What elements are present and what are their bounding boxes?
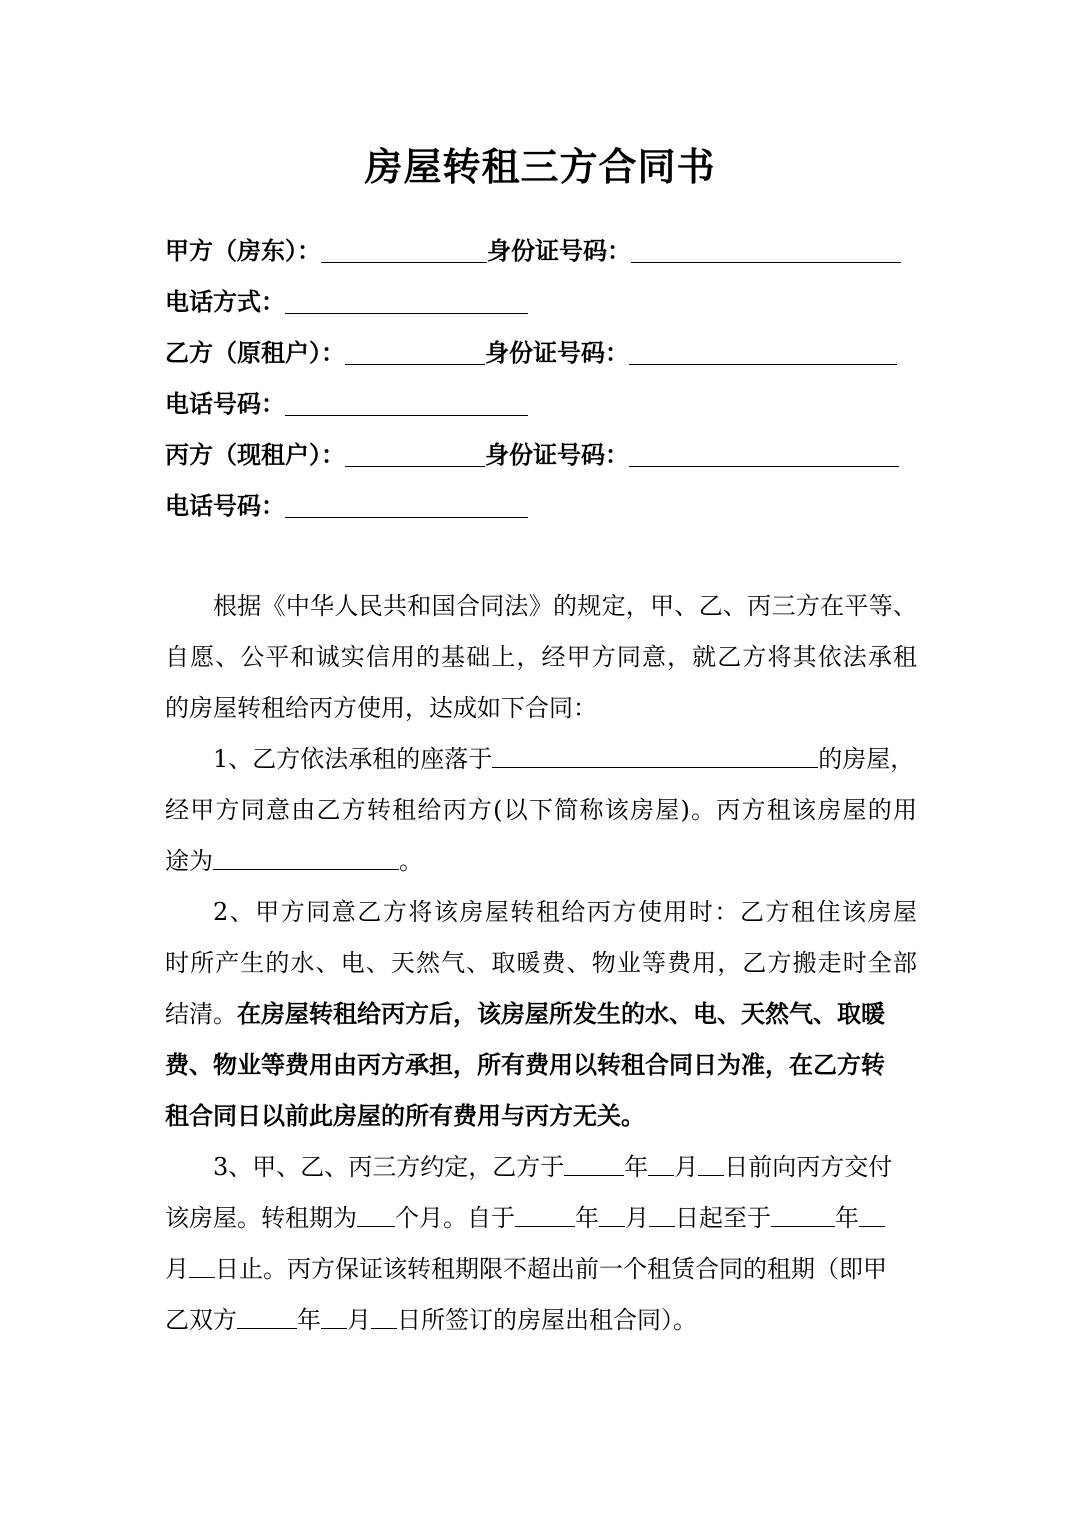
property-location-field[interactable] <box>492 741 818 768</box>
party-original-tenant-row <box>165 328 897 368</box>
original-tenant-label: 乙方（原租户）： <box>165 339 345 367</box>
clause-1-line-1 <box>165 734 917 785</box>
original-lease-year-field[interactable] <box>237 1302 297 1329</box>
party-current-tenant-row <box>165 430 899 470</box>
party-landlord-phone-row <box>165 277 528 317</box>
clause-3-text-g: 乙双方 <box>165 1306 237 1334</box>
clause-2-line-2: 时所产生的水、电、天然气、取暖费、物业等费用，乙方搬走时全部 <box>165 949 917 977</box>
original-lease-day-field[interactable] <box>371 1302 397 1329</box>
year-label: 年 <box>835 1204 859 1232</box>
clause-2-line-4: 费、物业等费用由丙方承担，所有费用以转租合同日为准，在乙方转 <box>165 1051 885 1079</box>
current-tenant-name-field[interactable] <box>345 436 485 467</box>
clause-3-text-d: 个月。自于 <box>395 1204 515 1232</box>
sublease-months-field[interactable] <box>357 1200 395 1227</box>
end-year-field[interactable] <box>771 1200 835 1227</box>
clause-1-text-d: 。 <box>399 847 423 875</box>
party-current-tenant-phone-row <box>165 481 528 521</box>
delivery-day-field[interactable] <box>698 1149 724 1176</box>
delivery-month-field[interactable] <box>648 1149 674 1176</box>
landlord-phone-label: 电话方式： <box>165 288 285 316</box>
clause-3-text-f: 日止。丙方保证该转租期限不超出前一个租赁合同的租期（即甲 <box>215 1255 887 1283</box>
document-title: 房屋转租三方合同书 <box>364 145 716 189</box>
year-label: 年 <box>624 1153 649 1181</box>
clause-3-line-1 <box>165 1142 917 1193</box>
intro-line-2: 自愿、公平和诚实信用的基础上，经甲方同意，就乙方将其依法承租 <box>165 643 917 671</box>
party-landlord-row <box>165 226 901 266</box>
year-label: 年 <box>575 1204 599 1232</box>
delivery-year-field[interactable] <box>564 1149 624 1176</box>
month-label: 月 <box>347 1306 371 1334</box>
clause-2-text-normal: 结清。 <box>165 1000 237 1028</box>
clause-2-line-3 <box>165 989 917 1040</box>
start-day-field[interactable] <box>649 1200 675 1227</box>
original-tenant-name-field[interactable] <box>345 334 485 365</box>
clause-3-text-a: 3、甲、乙、丙三方约定，乙方于 <box>213 1153 565 1181</box>
year-label: 年 <box>297 1306 321 1334</box>
original-tenant-phone-field[interactable] <box>285 385 528 416</box>
current-tenant-phone-field[interactable] <box>285 487 528 518</box>
landlord-name-field[interactable] <box>321 232 487 263</box>
current-tenant-label: 丙方（现租户）： <box>165 441 345 469</box>
clause-1-text-a: 1、乙方依法承租的座落于 <box>213 745 493 773</box>
current-tenant-id-field[interactable] <box>629 436 899 467</box>
clause-3-text-e: 日起至于 <box>675 1204 771 1232</box>
end-day-field[interactable] <box>189 1251 215 1278</box>
month-label: 月 <box>674 1153 699 1181</box>
clause-2-line-5: 租合同日以前此房屋的所有费用与丙方无关。 <box>165 1102 645 1130</box>
landlord-id-label: 身份证号码： <box>487 237 631 265</box>
landlord-label: 甲方（房东）： <box>165 237 321 265</box>
clause-3-line-2 <box>165 1193 917 1244</box>
original-tenant-id-field[interactable] <box>629 334 897 365</box>
clause-3-text-b: 日前向丙方交付 <box>724 1153 893 1181</box>
end-month-field[interactable] <box>859 1200 885 1227</box>
current-tenant-id-label: 身份证号码： <box>485 441 629 469</box>
landlord-phone-field[interactable] <box>285 283 528 314</box>
original-tenant-id-label: 身份证号码： <box>485 339 629 367</box>
landlord-id-field[interactable] <box>631 232 901 263</box>
clause-2-text-bold-1: 在房屋转租给丙方后，该房屋所发生的水、电、天然气、取暖 <box>237 1000 885 1028</box>
party-original-tenant-phone-row <box>165 379 528 419</box>
intro-line-1: 根据《中华人民共和国合同法》的规定，甲、乙、丙三方在平等、 <box>213 592 917 620</box>
start-year-field[interactable] <box>515 1200 575 1227</box>
clause-1-text-c: 途为 <box>165 847 213 875</box>
clause-1-line-3 <box>165 836 917 887</box>
start-month-field[interactable] <box>599 1200 625 1227</box>
property-usage-field[interactable] <box>213 843 399 870</box>
original-lease-month-field[interactable] <box>321 1302 347 1329</box>
clause-3-line-3 <box>165 1244 917 1295</box>
month-label: 月 <box>625 1204 649 1232</box>
month-label: 月 <box>165 1255 189 1283</box>
current-tenant-phone-label: 电话号码： <box>165 492 285 520</box>
contract-body <box>165 581 917 1346</box>
clause-2-line-1: 2、甲方同意乙方将该房屋转租给丙方使用时：乙方租住该房屋 <box>213 898 917 926</box>
clause-1-text-b: 的房屋， <box>818 745 915 773</box>
clause-1-line-2: 经甲方同意由乙方转租给丙方(以下简称该房屋)。丙方租该房屋的用 <box>165 796 917 824</box>
clause-3-line-4 <box>165 1295 917 1346</box>
intro-line-3: 的房屋转租给丙方使用，达成如下合同： <box>165 694 597 722</box>
clause-3-text-c: 该房屋。转租期为 <box>165 1204 357 1232</box>
original-tenant-phone-label: 电话号码： <box>165 390 285 418</box>
clause-3-text-h: 日所签订的房屋出租合同）。 <box>397 1306 697 1334</box>
